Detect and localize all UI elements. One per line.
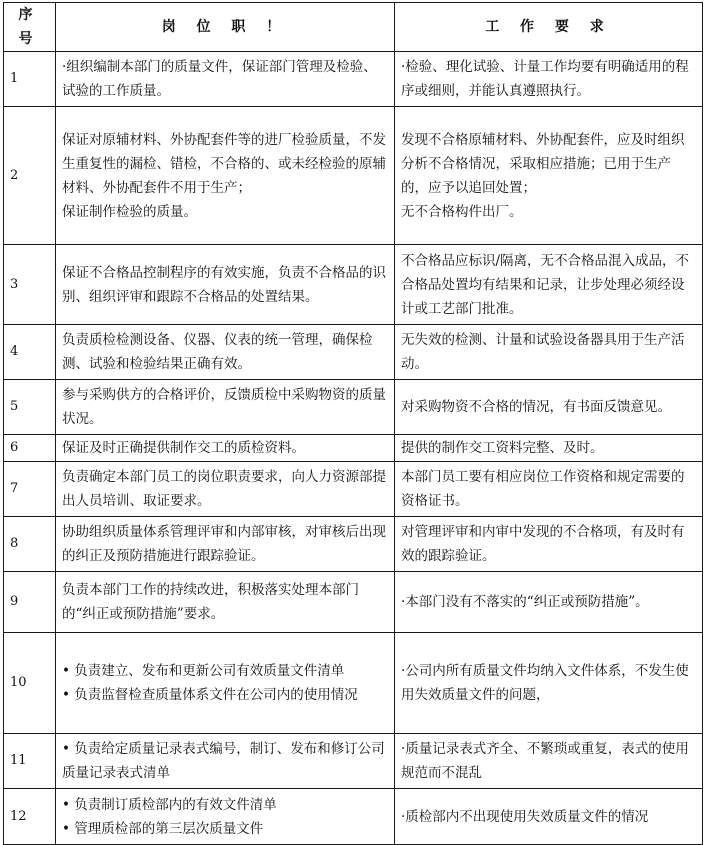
table-row xyxy=(4,462,703,517)
requirement-cell xyxy=(395,633,703,734)
requirement-cell xyxy=(395,107,703,245)
requirement-text: 无失效的检测、计量和试验设备器具用于生产活动。 xyxy=(401,332,685,372)
table-row xyxy=(4,325,703,380)
row-number: 5 xyxy=(4,380,56,435)
duty-cell xyxy=(56,462,395,517)
duty-cell xyxy=(56,734,395,789)
requirement-text: 对管理评审和内审中发现的不合格项，有及时有效的跟踪验证。 xyxy=(401,524,685,564)
requirement-cell xyxy=(395,572,703,633)
duty-cell xyxy=(56,633,395,734)
requirement-text: ·本部门没有不落实的“纠正或预防措施”。 xyxy=(401,594,649,610)
header-requirement: 工 作 要 求 xyxy=(395,3,703,52)
requirement-cell xyxy=(395,462,703,517)
duty-cell xyxy=(56,517,395,572)
requirement-text: 本部门员工要有相应岗位工作资格和规定需要的资格证书。 xyxy=(401,469,685,509)
table-row xyxy=(4,435,703,462)
duty-text: • 负责监督检查质量体系文件在公司内的使用情况 xyxy=(62,687,358,703)
requirement-text: ·检验、理化试验、计量工作均要有明确适用的程序或细则，并能认真遵照执行。 xyxy=(401,59,689,99)
row-number: 11 xyxy=(4,734,56,789)
duty-text: • 管理质检部的第三层次质量文件 xyxy=(62,820,264,837)
requirement-text: 无不合格构件出厂。 xyxy=(401,203,523,220)
table-body xyxy=(4,52,703,845)
table-row xyxy=(4,517,703,572)
requirement-text: 不合格品应标识/隔离，无不合格品混入成品，不合格品处置均有结果和记录，让步处理必须经设计或工艺部门批准。 xyxy=(401,252,690,317)
row-number: 3 xyxy=(4,245,56,325)
duty-cell xyxy=(56,245,395,325)
duty-text: 负责质检检测设备、仪器、仪表的统一管理，确保检测、试验和检验结果正确有效。 xyxy=(62,332,373,372)
duty-text: 协助组织质量体系管理评审和内部审核，对审核后出现的纠正及预防措施进行跟踪验证。 xyxy=(62,524,386,564)
table-row xyxy=(4,789,703,845)
duty-text: • 负责建立、发布和更新公司有效质量文件清单 xyxy=(62,663,345,679)
row-number: 6 xyxy=(4,435,56,462)
table-row xyxy=(4,107,703,245)
duty-text: • 负责制订质检部内的有效文件清单 xyxy=(62,796,277,813)
duty-text: • 负责给定质量记录表式编号，制订、发布和修订公司质量记录表式清单 xyxy=(62,741,385,781)
table-row xyxy=(4,245,703,325)
requirement-cell xyxy=(395,245,703,325)
row-number: 2 xyxy=(4,107,56,245)
requirement-cell xyxy=(395,517,703,572)
duty-text: ·组织编制本部门的质量文件，保证部门管理及检验、试验的工作质量。 xyxy=(62,59,377,99)
requirement-cell xyxy=(395,325,703,380)
requirement-text: ·质检部内不出现使用失效质量文件的情况 xyxy=(401,808,649,825)
duty-cell xyxy=(56,789,395,845)
requirement-cell xyxy=(395,789,703,845)
duty-text: 参与采购供方的合格评价，反馈质检中采购物资的质量状况。 xyxy=(62,387,386,427)
table-row xyxy=(4,633,703,734)
requirement-cell xyxy=(395,380,703,435)
duty-text: 保证制作检验的质量。 xyxy=(62,203,197,220)
duty-text: 保证对原辅材料、外协配套件等的进厂检验质量，不发生重复性的漏检、错检，不合格的、或未经检验的原辅材料、外协配套件不用于生产； xyxy=(62,131,386,196)
row-number: 9 xyxy=(4,572,56,633)
requirement-cell xyxy=(395,734,703,789)
row-number: 4 xyxy=(4,325,56,380)
requirement-text: 提供的制作交工资料完整、及时。 xyxy=(401,440,604,456)
header-no: 序号 xyxy=(4,3,56,52)
table-row xyxy=(4,572,703,633)
row-number: 10 xyxy=(4,633,56,734)
row-number: 12 xyxy=(4,789,56,845)
duty-cell xyxy=(56,572,395,633)
requirement-text: ·公司内所有质量文件均纳入文件体系，不发生使用失效质量文件的问题， xyxy=(401,663,689,703)
duty-cell xyxy=(56,325,395,380)
header-duty: 岗 位 职 ！ xyxy=(56,3,395,52)
table-header-row xyxy=(4,3,703,52)
duty-cell xyxy=(56,380,395,435)
duty-requirement-table xyxy=(3,2,703,845)
requirement-text: 发现不合格原辅材料、外协配套件，应及时组织分析不合格情况，采取相应措施；已用于生产的，应予以追回处置； xyxy=(401,131,685,196)
duty-cell xyxy=(56,52,395,107)
duty-text: 负责本部门工作的持续改进，积极落实处理本部门的“纠正或预防措施”要求。 xyxy=(62,582,359,622)
requirement-cell xyxy=(395,435,703,462)
requirement-text: ·质量记录表式齐全、不繁琐或重复，表式的使用规范而不混乱 xyxy=(401,741,689,781)
duty-text: 保证及时正确提供制作交工的质检资料。 xyxy=(62,440,305,456)
table-row xyxy=(4,380,703,435)
duty-cell xyxy=(56,107,395,245)
duty-text: 保证不合格品控制程序的有效实施，负责不合格品的识别、组织评审和跟踪不合格品的处置结果。 xyxy=(62,264,386,305)
table-row xyxy=(4,734,703,789)
requirement-cell xyxy=(395,52,703,107)
duty-cell xyxy=(56,435,395,462)
duty-text: 负责确定本部门员工的岗位职责要求，向人力资源部提出人员培训、取证要求。 xyxy=(62,469,386,509)
table-row xyxy=(4,52,703,107)
requirement-text: 对采购物资不合格的情况，有书面反馈意见。 xyxy=(401,399,671,415)
row-number: 8 xyxy=(4,517,56,572)
row-number: 1 xyxy=(4,52,56,107)
row-number: 7 xyxy=(4,462,56,517)
